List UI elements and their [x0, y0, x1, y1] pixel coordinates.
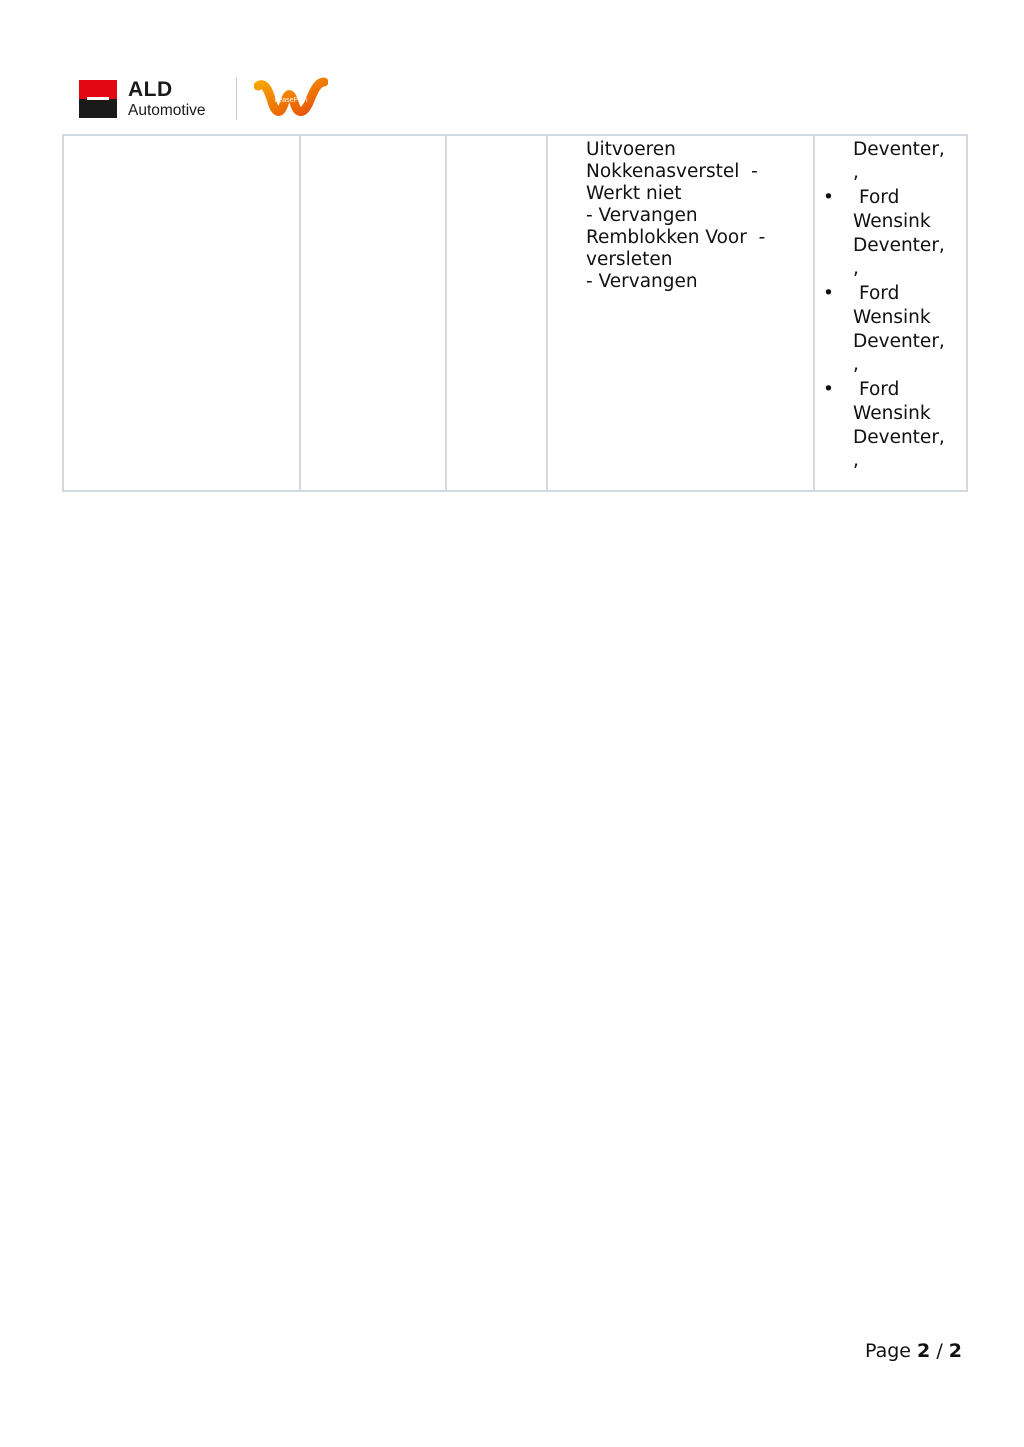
ald-sub: Automotive: [128, 102, 206, 119]
garage-comma: ,: [853, 162, 859, 183]
table-row: [63, 135, 967, 491]
bullet-icon: •: [823, 379, 834, 400]
ald-logo-mark: [79, 80, 117, 118]
repairs-table-grid: [62, 134, 968, 492]
garage-first-line: Deventer,: [853, 139, 945, 160]
garage-comma: ,: [853, 354, 859, 375]
bullet-icon: •: [823, 187, 834, 208]
garage-name-line2: Wensink: [853, 211, 931, 232]
repairs-table: [62, 134, 962, 492]
garage-list: [815, 136, 966, 474]
ald-logo-text: [128, 79, 206, 121]
garage-name-line2: Wensink: [853, 403, 931, 424]
garage-name-line2: Wensink: [853, 307, 931, 328]
garage-name-line3: Deventer,: [853, 427, 945, 448]
page-number: [865, 1340, 962, 1362]
garage-list-item: [823, 378, 966, 474]
table-cell-garage: [814, 135, 967, 491]
page-separator: /: [936, 1340, 943, 1362]
garage-name-line3: Deventer,: [853, 331, 945, 352]
bullet-icon: •: [823, 283, 834, 304]
garage-list-item: [823, 282, 966, 378]
current-page: 2: [917, 1340, 931, 1362]
description-line: - Vervangen: [586, 205, 698, 226]
table-cell-empty-1: [63, 135, 300, 491]
description-line: Nokkenasverstel -: [586, 161, 758, 182]
page-label: Page: [864, 1340, 911, 1362]
description-line: Uitvoeren: [586, 139, 676, 160]
leaseplan-logo: [254, 76, 328, 122]
description-line: - Vervangen: [586, 271, 698, 292]
description-line: versleten: [586, 249, 673, 270]
garage-name-line1: Ford: [859, 283, 900, 304]
table-cell-empty-3: [446, 135, 547, 491]
garage-comma: ,: [853, 450, 859, 471]
description-line: Werkt niet: [586, 183, 682, 204]
table-cell-empty-2: [300, 135, 446, 491]
ald-brand: ALD: [128, 78, 173, 101]
total-pages: 2: [948, 1340, 962, 1362]
header-logos: [79, 76, 339, 122]
description-line: Remblokken Voor -: [586, 227, 766, 248]
repair-description: [548, 136, 813, 293]
table-cell-description: [547, 135, 814, 491]
leaseplan-logo-text: LeasePlan: [274, 97, 308, 104]
garage-comma: ,: [853, 258, 859, 279]
garage-name-line3: Deventer,: [853, 235, 945, 256]
garage-name-line1: Ford: [859, 379, 900, 400]
garage-name-line1: Ford: [859, 187, 900, 208]
garage-list-item: [823, 186, 966, 282]
logo-divider: [236, 78, 237, 120]
